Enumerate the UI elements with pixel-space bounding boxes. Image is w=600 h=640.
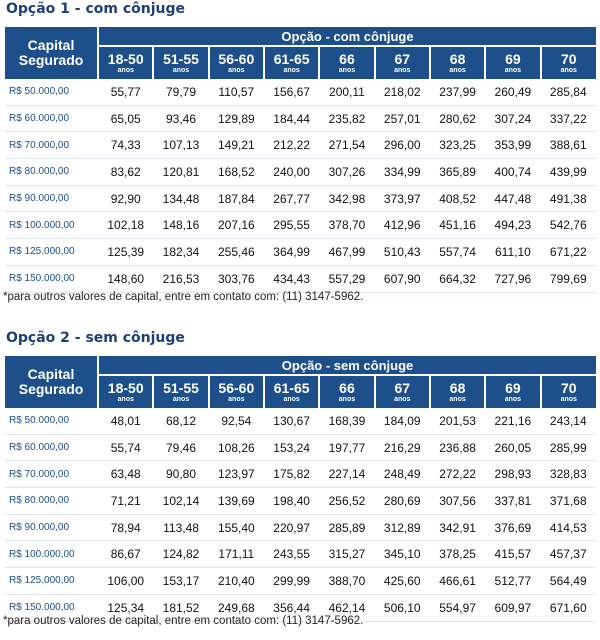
- premium-value: 198,40: [264, 488, 319, 515]
- premium-value: 378,70: [319, 212, 374, 239]
- table-row: [5, 159, 596, 186]
- premium-value: 240,00: [264, 159, 319, 186]
- capital-value: R$ 90.000,00: [5, 514, 98, 541]
- table-row: [5, 514, 596, 541]
- premium-value: 102,14: [153, 488, 208, 515]
- premium-value: 376,69: [485, 514, 540, 541]
- premium-value: 92,90: [98, 185, 153, 212]
- premium-value: 55,74: [98, 434, 153, 461]
- premium-value: 378,25: [430, 541, 485, 568]
- premium-value: 148,16: [153, 212, 208, 239]
- premium-value: 68,12: [153, 408, 208, 434]
- premium-value: 303,76: [209, 265, 264, 292]
- age-unit-label: anos: [394, 395, 411, 403]
- premium-value: 388,70: [319, 568, 374, 595]
- capital-value: R$ 90.000,00: [5, 185, 98, 212]
- age-unit-label: anos: [228, 66, 245, 74]
- premium-value: 175,82: [264, 461, 319, 488]
- premium-value: 243,14: [541, 408, 596, 434]
- premium-value: 609,97: [485, 594, 540, 621]
- premium-value: 171,11: [209, 541, 264, 568]
- premium-value: 285,84: [541, 79, 596, 105]
- age-column-header: [319, 375, 374, 408]
- table-row: [5, 79, 596, 105]
- premium-value: 93,46: [153, 105, 208, 132]
- premium-value: 664,32: [430, 265, 485, 292]
- premium-value: 92,54: [209, 408, 264, 434]
- premium-value: 78,94: [98, 514, 153, 541]
- table-row: [5, 185, 596, 212]
- premium-value: 512,77: [485, 568, 540, 595]
- premium-value: 120,81: [153, 159, 208, 186]
- premium-value: 494,23: [485, 212, 540, 239]
- premium-value: 107,13: [153, 132, 208, 159]
- age-column-header: [153, 46, 208, 79]
- age-column-header: [430, 375, 485, 408]
- age-label: 51-55: [163, 50, 199, 67]
- age-column-header: [264, 46, 319, 79]
- capital-value: R$ 125.000,00: [5, 568, 98, 595]
- table-row: [5, 132, 596, 159]
- premium-value: 90,80: [153, 461, 208, 488]
- capital-value: R$ 100.000,00: [5, 212, 98, 239]
- option2-table: [5, 356, 596, 622]
- premium-value: 415,57: [485, 541, 540, 568]
- premium-value: 557,29: [319, 265, 374, 292]
- premium-value: 257,01: [375, 105, 430, 132]
- premium-value: 267,77: [264, 185, 319, 212]
- option-header: Opção - com cônjuge: [98, 27, 596, 46]
- option1-table: [5, 27, 596, 293]
- capital-value: R$ 125.000,00: [5, 239, 98, 266]
- premium-value: 337,81: [485, 488, 540, 515]
- age-unit-label: anos: [449, 395, 466, 403]
- premium-value: 55,77: [98, 79, 153, 105]
- age-unit-label: anos: [504, 395, 522, 403]
- premium-value: 557,74: [430, 239, 485, 266]
- premium-value: 345,10: [375, 541, 430, 568]
- premium-value: 207,16: [209, 212, 264, 239]
- premium-value: 299,99: [264, 568, 319, 595]
- premium-value: 542,76: [541, 212, 596, 239]
- capital-header: Capital Segurado: [5, 356, 98, 408]
- premium-value: 271,54: [319, 132, 374, 159]
- premium-value: 272,22: [430, 461, 485, 488]
- premium-value: 216,29: [375, 434, 430, 461]
- premium-value: 102,18: [98, 212, 153, 239]
- premium-value: 129,89: [209, 105, 264, 132]
- age-unit-label: anos: [172, 395, 190, 403]
- premium-value: 334,99: [375, 159, 430, 186]
- age-column-header: [98, 375, 153, 408]
- premium-value: 255,46: [209, 239, 264, 266]
- age-unit-label: anos: [338, 66, 356, 74]
- age-label: 69: [505, 50, 521, 67]
- option2-title: Opção 2 - sem cônjuge: [6, 330, 185, 346]
- premium-value: 210,40: [209, 568, 264, 595]
- table-row: [5, 105, 596, 132]
- premium-value: 148,60: [98, 265, 153, 292]
- premium-value: 371,68: [541, 488, 596, 515]
- premium-value: 65,05: [98, 105, 153, 132]
- age-unit-label: anos: [117, 66, 134, 74]
- premium-value: 86,67: [98, 541, 153, 568]
- premium-value: 108,26: [209, 434, 264, 461]
- capital-value: R$ 70.000,00: [5, 132, 98, 159]
- premium-value: 491,38: [541, 185, 596, 212]
- capital-value: R$ 50.000,00: [5, 408, 98, 434]
- age-label: 68: [449, 379, 466, 396]
- table-row: [5, 434, 596, 461]
- premium-value: 328,83: [541, 461, 596, 488]
- premium-value: 168,39: [319, 408, 374, 434]
- age-column-header: [264, 375, 319, 408]
- premium-value: 218,02: [375, 79, 430, 105]
- age-unit-label: anos: [449, 66, 466, 74]
- premium-value: 260,49: [485, 79, 540, 105]
- premium-value: 298,93: [485, 461, 540, 488]
- premium-value: 462,14: [319, 594, 374, 621]
- age-column-header: [541, 375, 596, 408]
- premium-value: 212,22: [264, 132, 319, 159]
- premium-value: 83,62: [98, 159, 153, 186]
- capital-value: R$ 100.000,00: [5, 541, 98, 568]
- premium-value: 439,99: [541, 159, 596, 186]
- premium-value: 155,40: [209, 514, 264, 541]
- capital-value: R$ 80.000,00: [5, 488, 98, 515]
- premium-value: 337,22: [541, 105, 596, 132]
- age-unit-label: anos: [117, 395, 134, 403]
- premium-value: 799,69: [541, 265, 596, 292]
- age-label: 61-65: [273, 50, 310, 67]
- premium-value: 400,74: [485, 159, 540, 186]
- premium-value: 249,68: [209, 594, 264, 621]
- premium-value: 125,39: [98, 239, 153, 266]
- premium-value: 307,26: [319, 159, 374, 186]
- premium-value: 236,88: [430, 434, 485, 461]
- premium-value: 315,27: [319, 541, 374, 568]
- age-unit-label: anos: [394, 66, 411, 74]
- premium-value: 201,53: [430, 408, 485, 434]
- age-label: 18-50: [107, 50, 144, 67]
- premium-value: 237,99: [430, 79, 485, 105]
- premium-value: 149,21: [209, 132, 264, 159]
- premium-value: 607,90: [375, 265, 430, 292]
- premium-value: 353,99: [485, 132, 540, 159]
- premium-value: 153,17: [153, 568, 208, 595]
- premium-value: 447,48: [485, 185, 540, 212]
- age-unit-label: anos: [283, 66, 300, 74]
- premium-value: 200,11: [319, 79, 374, 105]
- premium-value: 123,97: [209, 461, 264, 488]
- premium-value: 260,05: [485, 434, 540, 461]
- table-row: [5, 212, 596, 239]
- premium-value: 153,24: [264, 434, 319, 461]
- premium-value: 235,82: [319, 105, 374, 132]
- premium-value: 187,84: [209, 185, 264, 212]
- premium-value: 408,52: [430, 185, 485, 212]
- age-label: 66: [339, 50, 355, 67]
- premium-value: 307,24: [485, 105, 540, 132]
- age-column-header: [430, 46, 485, 79]
- premium-value: 506,10: [375, 594, 430, 621]
- age-unit-label: anos: [283, 395, 300, 403]
- premium-value: 285,99: [541, 434, 596, 461]
- premium-value: 467,99: [319, 239, 374, 266]
- age-column-header: [319, 46, 374, 79]
- table-row: [5, 461, 596, 488]
- premium-value: 220,97: [264, 514, 319, 541]
- premium-value: 156,67: [264, 79, 319, 105]
- capital-value: R$ 50.000,00: [5, 79, 98, 105]
- premium-value: 184,44: [264, 105, 319, 132]
- premium-value: 134,48: [153, 185, 208, 212]
- premium-value: 611,10: [485, 239, 540, 266]
- option1-note: *para outros valores de capital, entre em contato com: (11) 3147-5962.: [3, 291, 364, 303]
- option1-title: Opção 1 - com cônjuge: [6, 1, 186, 17]
- table-row: [5, 541, 596, 568]
- premium-value: 182,34: [153, 239, 208, 266]
- premium-value: 342,98: [319, 185, 374, 212]
- table-row: [5, 239, 596, 266]
- premium-value: 342,91: [430, 514, 485, 541]
- premium-value: 312,89: [375, 514, 430, 541]
- premium-value: 184,09: [375, 408, 430, 434]
- premium-value: 285,89: [319, 514, 374, 541]
- premium-value: 412,96: [375, 212, 430, 239]
- capital-header: Capital Segurado: [5, 27, 98, 79]
- premium-value: 296,00: [375, 132, 430, 159]
- premium-value: 457,37: [541, 541, 596, 568]
- premium-value: 510,43: [375, 239, 430, 266]
- premium-value: 451,16: [430, 212, 485, 239]
- premium-value: 356,44: [264, 594, 319, 621]
- table-row: [5, 408, 596, 434]
- premium-value: 280,62: [430, 105, 485, 132]
- premium-value: 168,52: [209, 159, 264, 186]
- option-header: Opção - sem cônjuge: [98, 356, 596, 375]
- premium-value: 71,21: [98, 488, 153, 515]
- option2-note: *para outros valores de capital, entre em contato com: (11) 3147-5962.: [3, 615, 364, 627]
- age-label: 69: [505, 379, 521, 396]
- age-column-header: [209, 46, 264, 79]
- age-column-header: [153, 375, 208, 408]
- premium-value: 373,97: [375, 185, 430, 212]
- premium-value: 181,52: [153, 594, 208, 621]
- age-column-header: [485, 46, 540, 79]
- premium-value: 388,61: [541, 132, 596, 159]
- premium-value: 243,55: [264, 541, 319, 568]
- age-unit-label: anos: [560, 66, 577, 74]
- premium-value: 414,53: [541, 514, 596, 541]
- age-label: 70: [560, 379, 577, 396]
- age-column-header: [375, 375, 430, 408]
- premium-value: 564,49: [541, 568, 596, 595]
- premium-value: 727,96: [485, 265, 540, 292]
- age-label: 67: [394, 50, 411, 67]
- age-column-header: [375, 46, 430, 79]
- age-label: 61-65: [273, 379, 310, 396]
- capital-value: R$ 80.000,00: [5, 159, 98, 186]
- premium-value: 227,14: [319, 461, 374, 488]
- table-row: [5, 488, 596, 515]
- age-unit-label: anos: [172, 66, 190, 74]
- table-row: [5, 568, 596, 595]
- premium-value: 63,48: [98, 461, 153, 488]
- premium-value: 434,43: [264, 265, 319, 292]
- premium-value: 139,69: [209, 488, 264, 515]
- premium-value: 425,60: [375, 568, 430, 595]
- premium-value: 554,97: [430, 594, 485, 621]
- premium-value: 110,57: [209, 79, 264, 105]
- age-label: 68: [449, 50, 466, 67]
- capital-value: R$ 150.000,00: [5, 594, 98, 621]
- table-row: [5, 265, 596, 292]
- premium-value: 365,89: [430, 159, 485, 186]
- age-unit-label: anos: [560, 395, 577, 403]
- premium-value: 671,60: [541, 594, 596, 621]
- age-unit-label: anos: [504, 66, 522, 74]
- premium-value: 221,16: [485, 408, 540, 434]
- age-column-header: [98, 46, 153, 79]
- premium-value: 113,48: [153, 514, 208, 541]
- age-label: 70: [560, 50, 577, 67]
- premium-value: 124,82: [153, 541, 208, 568]
- premium-value: 216,53: [153, 265, 208, 292]
- capital-value: R$ 60.000,00: [5, 434, 98, 461]
- capital-value: R$ 150.000,00: [5, 265, 98, 292]
- age-unit-label: anos: [228, 395, 245, 403]
- premium-value: 79,46: [153, 434, 208, 461]
- age-column-header: [209, 375, 264, 408]
- age-unit-label: anos: [338, 395, 356, 403]
- premium-value: 248,49: [375, 461, 430, 488]
- premium-value: 307,56: [430, 488, 485, 515]
- premium-value: 466,61: [430, 568, 485, 595]
- age-label: 18-50: [107, 379, 144, 396]
- premium-value: 280,69: [375, 488, 430, 515]
- age-label: 51-55: [163, 379, 199, 396]
- premium-value: 671,22: [541, 239, 596, 266]
- age-label: 67: [394, 379, 411, 396]
- age-label: 56-60: [218, 379, 255, 396]
- premium-value: 197,77: [319, 434, 374, 461]
- premium-value: 256,52: [319, 488, 374, 515]
- premium-value: 79,79: [153, 79, 208, 105]
- age-column-header: [541, 46, 596, 79]
- premium-value: 48,01: [98, 408, 153, 434]
- capital-value: R$ 70.000,00: [5, 461, 98, 488]
- premium-value: 106,00: [98, 568, 153, 595]
- premium-value: 74,33: [98, 132, 153, 159]
- premium-value: 323,25: [430, 132, 485, 159]
- premium-value: 130,67: [264, 408, 319, 434]
- age-label: 66: [339, 379, 355, 396]
- age-column-header: [485, 375, 540, 408]
- capital-value: R$ 60.000,00: [5, 105, 98, 132]
- premium-value: 295,55: [264, 212, 319, 239]
- age-label: 56-60: [218, 50, 255, 67]
- premium-value: 125,34: [98, 594, 153, 621]
- premium-value: 364,99: [264, 239, 319, 266]
